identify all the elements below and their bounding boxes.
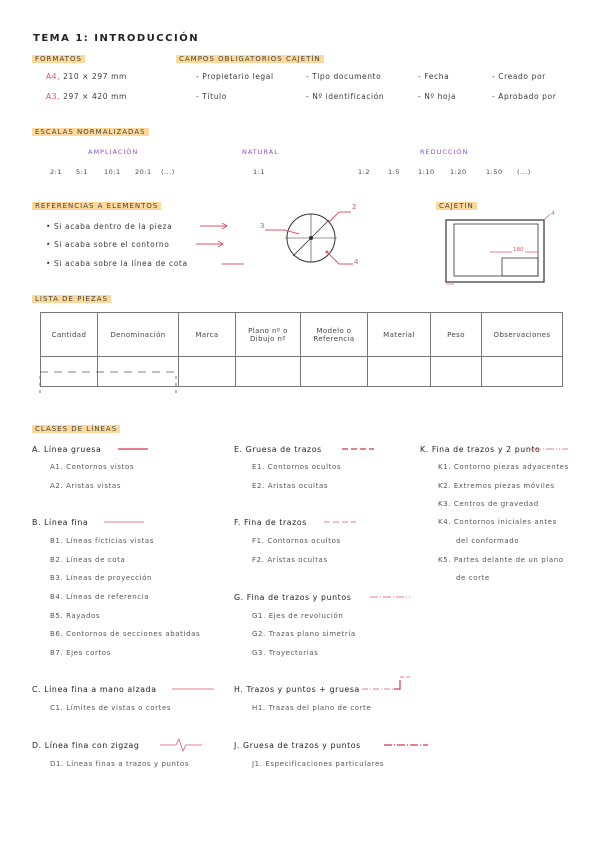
line-class-g: G. Fina de trazos y puntos — [234, 593, 352, 602]
line-class-item: E2. Aristas ocultas — [252, 482, 329, 490]
scale-value: 5:1 — [76, 168, 88, 176]
figure-label: 2 — [352, 203, 357, 211]
line-class-k: K. Fina de trazos y 2 punto — [420, 445, 541, 454]
line-class-item: de corte — [456, 574, 490, 582]
line-class-item: del conformado — [456, 537, 520, 545]
line-class-item: F2. Aristas ocultas — [252, 556, 328, 564]
line-class-item: B7. Ejes cortos — [50, 649, 111, 657]
referencias-heading: REFERENCIAS A ELEMENTOS — [32, 202, 161, 210]
scale-value: 1:2 — [358, 168, 370, 176]
line-class-item: K4. Contornos iniciales antes — [438, 518, 557, 526]
line-class-b: B. Línea fina — [32, 518, 89, 527]
line-class-d: D. Línea fina con zigzag — [32, 741, 140, 750]
cajetin-heading: CAJETÍN — [436, 202, 477, 210]
line-class-item: B6. Contornos de secciones abatidas — [50, 630, 201, 638]
column-header: Observaciones — [482, 313, 563, 357]
scale-value: 1:50 — [486, 168, 503, 176]
line-class-item: B1. Líneas ficticias vistas — [50, 537, 154, 545]
referencia-item: • Si acaba sobre el contorno — [46, 240, 170, 249]
scale-value: 1:1 — [253, 168, 265, 176]
line-class-item: K1. Contorno piezas adyacentes — [438, 463, 569, 471]
scale-value: 10:1 — [104, 168, 121, 176]
column-header: Peso — [431, 313, 482, 357]
campos-heading: CAMPOS OBLIGATORIOS CAJETÍN — [176, 55, 324, 63]
line-class-item: B4. Líneas de referencia — [50, 593, 150, 601]
campo-item: - Título — [196, 92, 227, 101]
campo-item: - Fecha — [418, 72, 450, 81]
natural-label: NATURAL — [242, 148, 279, 156]
column-header: Material — [368, 313, 431, 357]
line-class-item: A2. Aristas vistas — [50, 482, 122, 490]
cajetin-dim: 180 — [513, 247, 524, 253]
escalas-heading: ESCALAS NORMALIZADAS — [32, 128, 149, 136]
column-header: Cantidad — [41, 313, 98, 357]
line-class-item: J1. Especificaciones particulares — [252, 760, 385, 768]
column-header: Denominación — [98, 313, 179, 357]
scale-value: (...) — [161, 168, 175, 176]
lista-heading: LISTA DE PIEZAS — [32, 295, 111, 303]
line-class-item: C1. Límites de vistas o cortes — [50, 704, 172, 712]
figure-label: 3 — [260, 222, 265, 230]
format-a3: A3, 297 × 420 mm — [46, 92, 127, 101]
campo-item: - Nº hoja — [418, 92, 457, 101]
line-class-c: C. Línea fina a mano alzada — [32, 685, 157, 694]
cajetin-dim: 4 — [551, 210, 555, 217]
scale-value: 1:10 — [418, 168, 435, 176]
line-class-item: B2. Líneas de cota — [50, 556, 126, 564]
line-class-item: B5. Rayados — [50, 612, 101, 620]
referencia-item: • Si acaba dentro de la pieza — [46, 222, 173, 231]
line-class-item: A1. Contornos vistos — [50, 463, 135, 471]
line-class-item: G2. Trazas plano simetría — [252, 630, 356, 638]
line-class-item: G3. Trayectorias — [252, 649, 319, 657]
campo-item: - Aprobado por — [492, 92, 557, 101]
campo-item: - Creado por — [492, 72, 546, 81]
line-class-item: K3. Centros de gravedad — [438, 500, 539, 508]
format-a4: A4, 210 × 297 mm — [46, 72, 127, 81]
scale-value: 20:1 — [135, 168, 152, 176]
line-class-item: F1. Contornos ocultos — [252, 537, 341, 545]
scale-value: 2:1 — [50, 168, 62, 176]
line-class-item: K5. Partes delante de un plano — [438, 556, 564, 564]
campo-item: - Nº identificación — [306, 92, 385, 101]
figure-label: 4 — [354, 258, 359, 266]
line-class-f: F. Fina de trazos — [234, 518, 307, 527]
page-title: TEMA 1: INTRODUCCIÓN — [33, 33, 200, 44]
line-class-item: E1. Contornos ocultos — [252, 463, 342, 471]
column-header: Modelo o Referencia — [301, 313, 368, 357]
campo-item: - Tipo documento — [306, 72, 382, 81]
clases-heading: CLASES DE LÍNEAS — [32, 425, 120, 433]
scale-value: 1:5 — [388, 168, 400, 176]
line-class-item: D1. Líneas finas a trazos y puntos — [50, 760, 190, 768]
line-class-item: K2. Extremos piezas móviles — [438, 482, 555, 490]
line-class-item: H1. Trazas del plano de corte — [252, 704, 372, 712]
reduccion-label: REDUCCIÓN — [420, 148, 469, 156]
referencia-item: • Si acaba sobre la línea de cota — [46, 259, 188, 268]
line-class-item: B3. Líneas de proyección — [50, 574, 153, 582]
line-class-j: J. Gruesa de trazos y puntos — [234, 741, 361, 750]
formatos-heading: FORMATOS — [32, 55, 85, 63]
column-header: Plano nº o Dibujo nº — [236, 313, 301, 357]
line-class-h: H. Trazos y puntos + gruesa — [234, 685, 360, 694]
campo-item: - Propietario legal — [196, 72, 274, 81]
line-class-a: A. Línea gruesa — [32, 445, 102, 454]
line-class-item: G1. Ejes de revolución — [252, 612, 344, 620]
ampliacion-label: AMPLIACIÓN — [88, 148, 139, 156]
scale-value: 1:20 — [450, 168, 467, 176]
scale-value: (...) — [517, 168, 531, 176]
line-class-e: E. Gruesa de trazos — [234, 445, 322, 454]
column-header: Marca — [179, 313, 236, 357]
